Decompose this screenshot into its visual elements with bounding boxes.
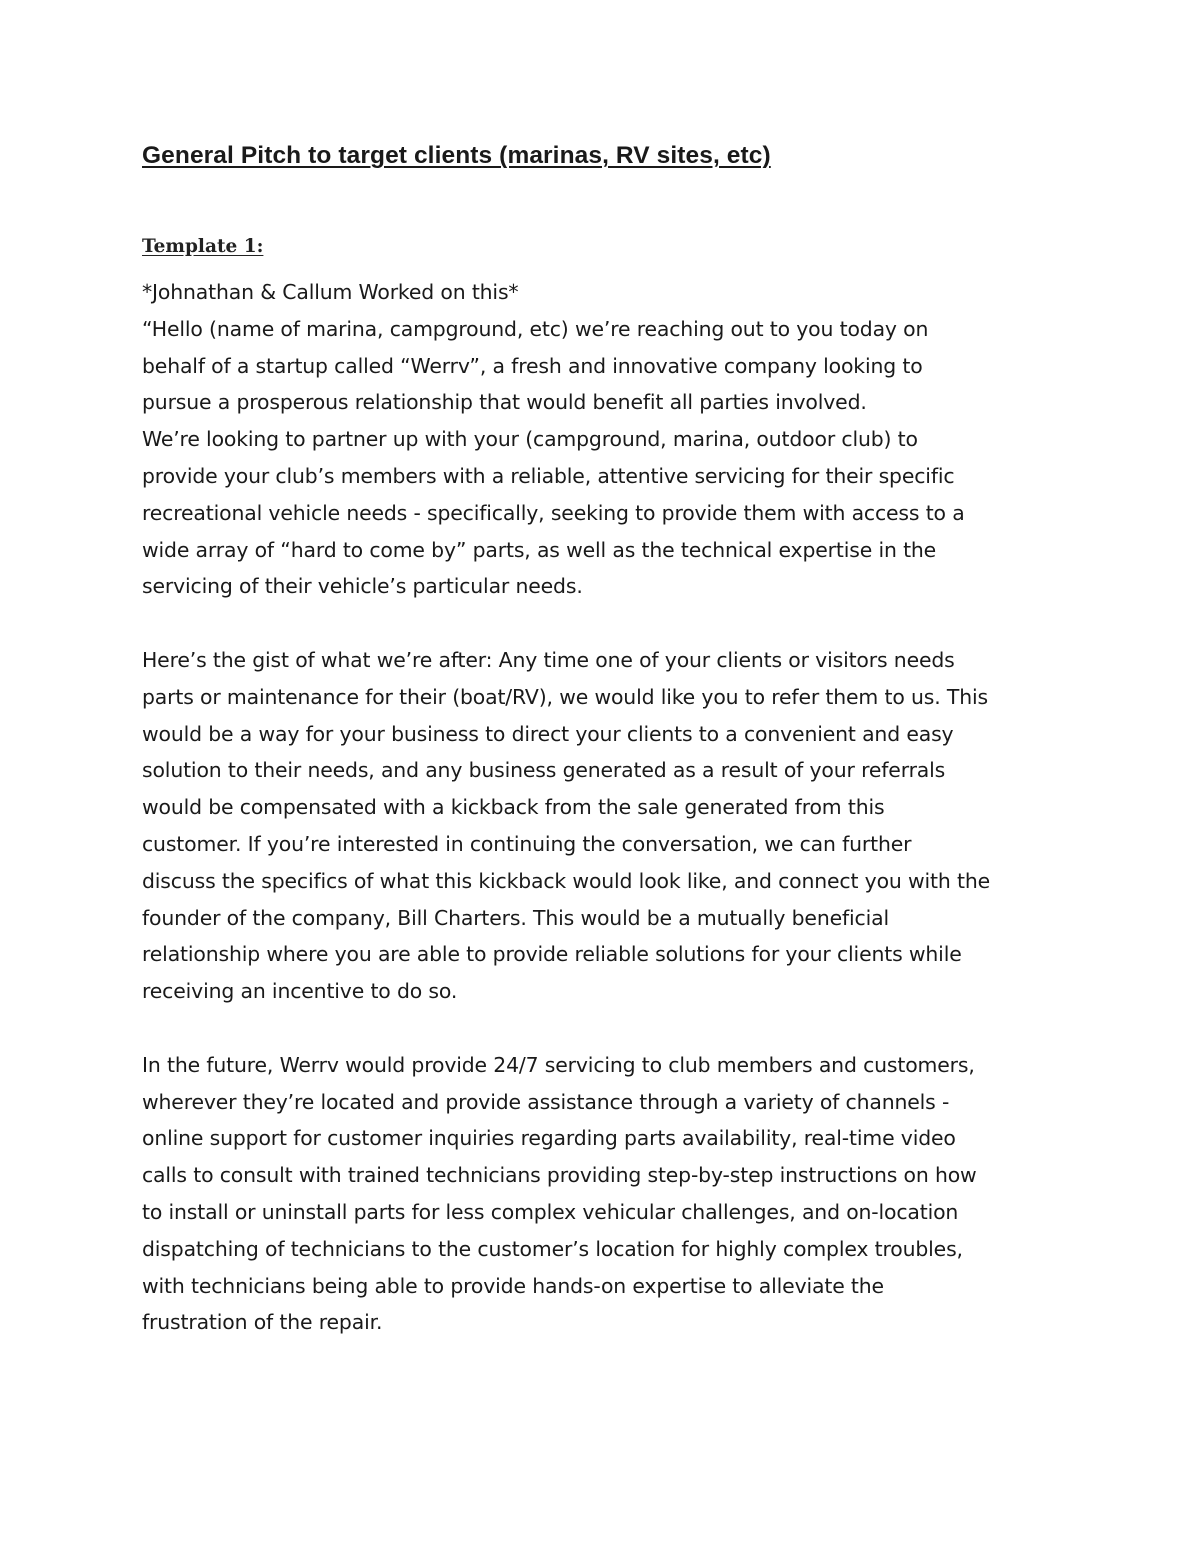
text-line: In the future, Werrv would provide 24/7 servicing to club members and customers, [142,1052,975,1077]
paragraph-gist [142,642,1077,1010]
paragraph-spacer [142,605,1077,642]
text-line: frustration of the repair. [142,1310,383,1335]
text-line: founder of the company, Bill Charters. This would be a mutually beneficial [142,905,889,930]
document-content [142,138,1077,1335]
text-line: calls to consult with trained technicians providing step-by-step instructions on how [142,1163,977,1188]
text-line: would be compensated with a kickback from the sale generated from this [142,795,885,820]
text-line: We’re looking to partner up with your (campground, marina, outdoor club) to [142,427,918,452]
byline: *Johnathan & Callum Worked on this* [142,280,519,304]
paragraph-spacer [142,1010,1077,1047]
text-line: customer. If you’re interested in continuing the conversation, we can further [142,831,912,856]
text-line: servicing of their vehicle’s particular needs. [142,574,583,599]
text-line: solution to their needs, and any business generated as a result of your referrals [142,758,946,783]
text-line: behalf of a startup called “Werrv”, a fresh and innovative company looking to [142,353,923,378]
text-line: would be a way for your business to direct your clients to a convenient and easy [142,721,954,746]
template-heading: Template 1: [142,236,264,257]
text-line: wide array of “hard to come by” parts, as well as the technical expertise in the [142,537,937,562]
text-line: wherever they’re located and provide assistance through a variety of channels - [142,1089,950,1114]
text-line: relationship where you are able to provide reliable solutions for your clients while [142,942,962,967]
text-line: dispatching of technicians to the customer’s location for highly complex troubles, [142,1236,963,1261]
document-title: General Pitch to target clients (marinas, RV sites, etc) [142,142,771,169]
text-line: discuss the specifics of what this kickback would look like, and connect you with the [142,868,991,893]
text-line: pursue a prosperous relationship that would benefit all parties involved. [142,390,867,415]
text-line: parts or maintenance for their (boat/RV), we would like you to refer them to us. This [142,684,988,709]
text-line: Here’s the gist of what we’re after: Any time one of your clients or visitors needs [142,647,955,672]
text-line: receiving an incentive to do so. [142,979,458,1004]
text-line: online support for customer inquiries regarding parts availability, real-time video [142,1126,956,1151]
text-line: with technicians being able to provide hands-on expertise to alleviate the [142,1273,884,1298]
text-line: recreational vehicle needs - specifically, seeking to provide them with access to a [142,500,965,525]
text-line: to install or uninstall parts for less complex vehicular challenges, and on-location [142,1199,959,1224]
paragraph-intro [142,311,1077,605]
document-body [142,274,1077,1341]
text-line: “Hello (name of marina, campground, etc) we’re reaching out to you today on [142,316,929,341]
paragraph-future [142,1047,1077,1341]
text-line: provide your club’s members with a reliable, attentive servicing for their specific [142,463,955,488]
